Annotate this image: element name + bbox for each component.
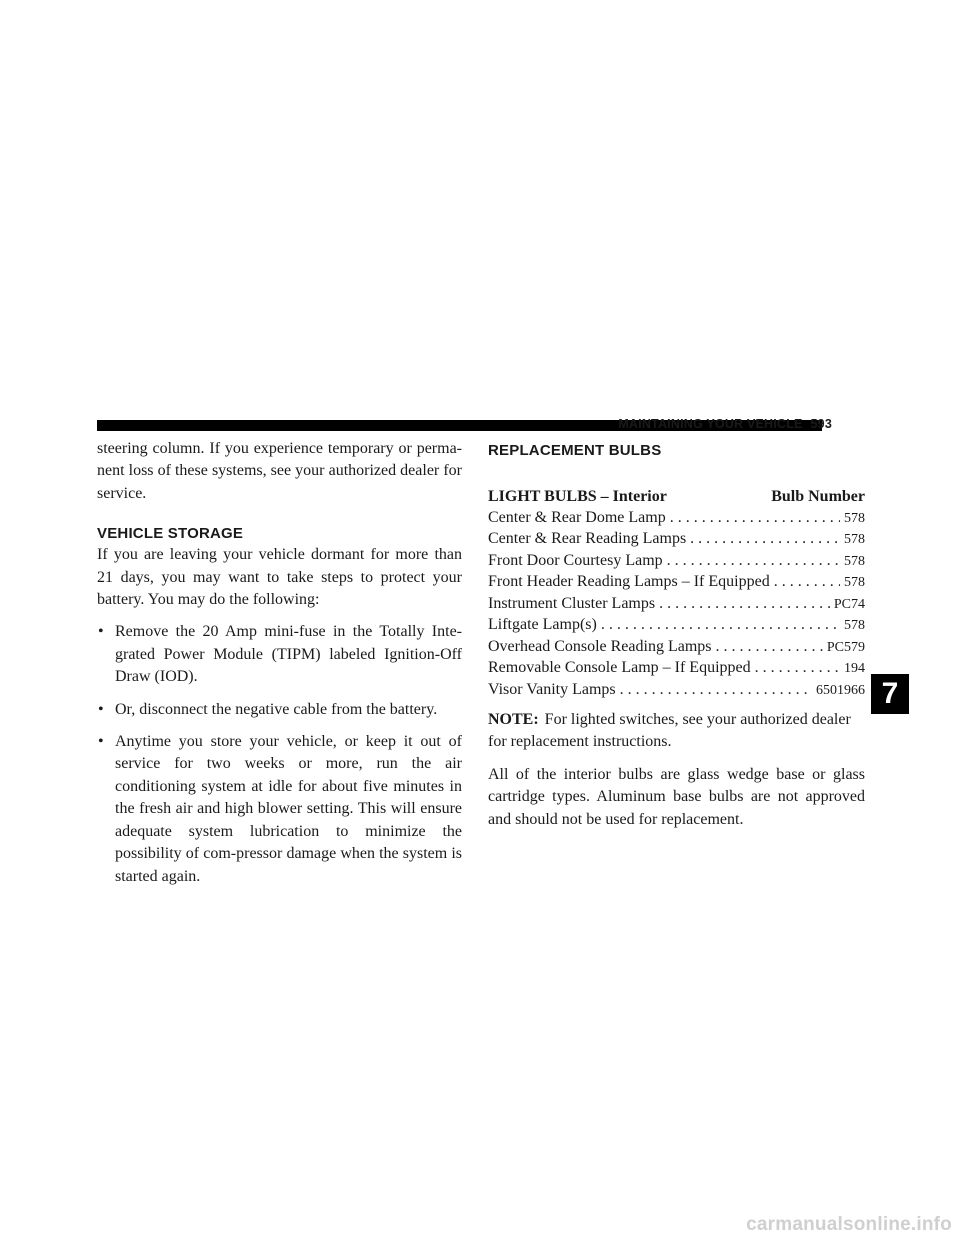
bullet-icon: •: [98, 623, 104, 641]
running-header: [618, 417, 832, 431]
dot-leader: [601, 615, 840, 636]
bullet-text: Remove the 20 Amp mini-fuse in the Totally Inte-grated Power Module (TIPM) labeled Ignition-Off Draw (IOD).: [115, 623, 462, 686]
bulb-number: 578: [844, 510, 865, 526]
note-label: NOTE:: [488, 711, 539, 728]
bulb-number: 578: [844, 618, 865, 633]
watermark: carmanualsonline.info: [746, 1214, 952, 1235]
bulb-number: 194: [844, 661, 865, 676]
table-row: [488, 658, 865, 680]
table-row: [488, 594, 865, 616]
dot-leader: [670, 508, 840, 529]
table-row: [488, 615, 865, 637]
bulb-name: Removable Console Lamp – If Equipped: [488, 659, 751, 676]
chapter-tab: 7: [871, 674, 909, 714]
table-row: [488, 637, 865, 659]
dot-leader: [620, 680, 812, 701]
bulb-table-header: [488, 487, 865, 508]
list-item: [97, 621, 462, 688]
bullet-text: Or, disconnect the negative cable from the battery.: [115, 700, 438, 718]
replacement-bulbs-heading: REPLACEMENT BULBS: [488, 442, 662, 459]
bulb-table-header-left: LIGHT BULBS – Interior: [488, 488, 667, 505]
vehicle-storage-heading: VEHICLE STORAGE: [97, 525, 244, 543]
table-row: [488, 529, 865, 551]
bulb-name: Center & Rear Reading Lamps: [488, 530, 687, 547]
bulb-name: Overhead Console Reading Lamps: [488, 637, 712, 655]
bulb-table-header-right: Bulb Number: [771, 488, 865, 505]
bulb-number: PC579: [826, 639, 865, 655]
bullet-text: Anytime you store your vehicle, or keep it out of service for two weeks or more, run the air conditioning system at idle for about five minutes in the fresh air and high blower setting. This will ensure adequate system lubrication to minimize the possibility of com-pressor damage when the system is started again.: [115, 733, 462, 885]
dot-leader: [774, 572, 840, 593]
table-row: [488, 551, 865, 573]
dot-leader: [755, 658, 840, 679]
left-column: [97, 438, 462, 888]
list-item: [97, 731, 462, 888]
bulb-name: Front Header Reading Lamps – If Equipped: [488, 573, 770, 590]
table-row: [488, 508, 865, 530]
section-title: MAINTAINING YOUR VEHICLE: [618, 417, 803, 431]
bulb-name: Liftgate Lamp(s): [488, 616, 597, 633]
closing-paragraph: All of the interior bulbs are glass wedge base or glass cartridge types. Aluminum base bulbs are not approved and should not be used for replacement.: [488, 765, 865, 828]
bulb-name: Visor Vanity Lamps: [488, 680, 616, 698]
bulb-table: [488, 508, 865, 702]
bulb-number: 578: [844, 575, 865, 590]
intro-paragraph: steering column. If you experience temporary or perma-nent loss of these systems, see your authorized dealer for service.: [97, 440, 462, 502]
table-row: [488, 680, 865, 702]
dot-leader: [690, 529, 840, 550]
bullet-icon: •: [98, 733, 104, 751]
right-column: [488, 438, 865, 831]
note-text: For lighted switches, see your authorized dealer for replacement instructions.: [488, 711, 851, 751]
bulb-name: Front Door Courtesy Lamp: [488, 551, 663, 569]
bulb-name: Center & Rear Dome Lamp: [488, 508, 666, 526]
note-paragraph: [488, 709, 865, 754]
bulb-number: 578: [844, 553, 865, 569]
bulb-name: Instrument Cluster Lamps: [488, 594, 656, 612]
page-number: 593: [810, 417, 832, 431]
list-item: [97, 699, 462, 721]
bulb-number: PC74: [833, 596, 865, 612]
dot-leader: [659, 594, 830, 615]
table-row: [488, 572, 865, 594]
bullet-icon: •: [98, 700, 104, 718]
storage-paragraph: If you are leaving your vehicle dormant for more than 21 days, you may want to take steps to protect your battery. You may do the following:: [97, 546, 462, 609]
storage-bullet-list: [97, 621, 462, 887]
dot-leader: [716, 637, 823, 658]
bulb-number: 578: [844, 532, 865, 547]
bulb-number: 6501966: [816, 682, 865, 698]
dot-leader: [667, 551, 840, 572]
